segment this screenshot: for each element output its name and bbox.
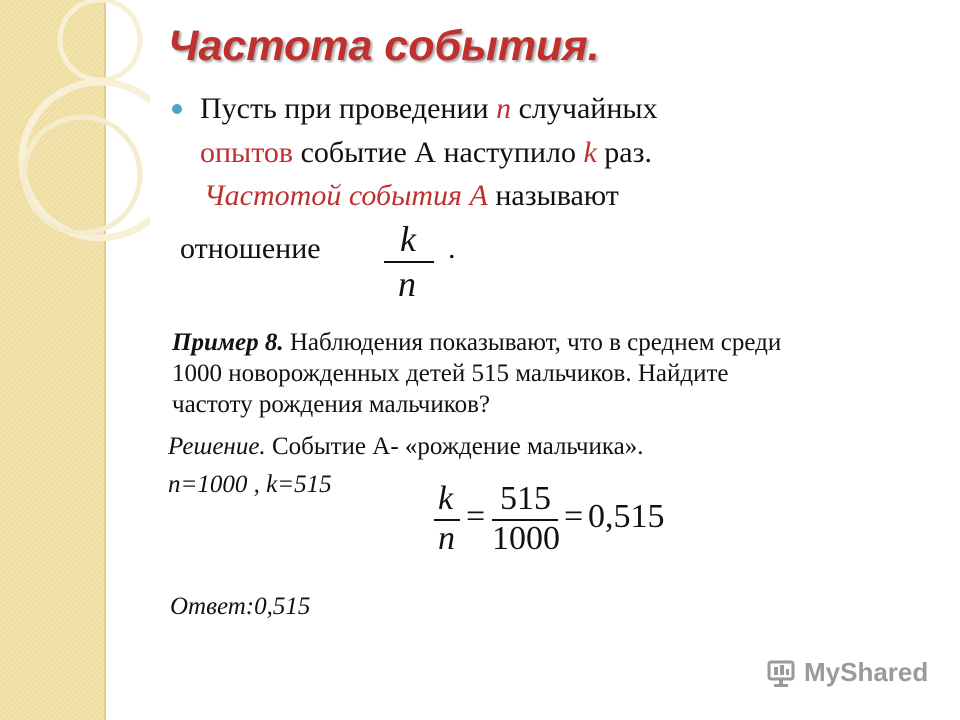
bullet-line-1: [200, 90, 658, 128]
text: Пусть при проведении: [200, 92, 497, 125]
bullet-line-3: [204, 177, 619, 215]
solution-label: Решение.: [168, 433, 266, 460]
decorative-circles: [0, 0, 150, 360]
formula-result: 0,515: [588, 498, 665, 535]
definition-term: Частотой события А: [204, 179, 488, 212]
example-line-3: частоту рождения мальчиков?: [172, 391, 491, 418]
given-values: n=1000 , k=515: [168, 471, 332, 498]
example-label: Пример 8.: [172, 329, 284, 356]
text: отношение: [180, 232, 321, 265]
variable-n: n: [496, 92, 512, 125]
bullet-icon: [172, 104, 182, 114]
formula-k: k: [438, 480, 454, 517]
text: Наблюдения показывают, что в среднем среди: [283, 329, 782, 356]
equals-sign: =: [466, 498, 486, 535]
fraction-k-over-n: [384, 218, 436, 302]
bullet-line-2: [200, 134, 652, 172]
example-line-1: [172, 328, 781, 357]
text: событие А наступило: [293, 136, 584, 169]
myshared-watermark: [766, 656, 929, 690]
variable-k: k: [583, 136, 597, 169]
bullet-line-4: [180, 230, 321, 268]
answer-line: Ответ:0,515: [170, 593, 311, 620]
text: называют: [487, 179, 619, 212]
equals-sign: =: [564, 498, 584, 535]
solution-line: [168, 432, 643, 461]
formula-n: n: [438, 520, 455, 557]
text: Событие А- «рождение мальчика».: [265, 433, 644, 460]
presentation-icon: [766, 658, 796, 688]
fraction-numerator: k: [400, 219, 416, 259]
calculation-formula: [432, 480, 672, 560]
formula-numerator: 515: [500, 480, 551, 517]
text: раз.: [596, 136, 652, 169]
period: .: [448, 232, 456, 265]
fraction-denominator: n: [398, 264, 416, 304]
example-line-2: 1000 новорожденных детей 515 мальчиков. Найдите: [172, 360, 729, 387]
slide-title: Частота события.: [168, 22, 600, 70]
text: случайных: [511, 92, 658, 125]
highlight-text: опытов: [200, 136, 294, 169]
formula-denominator: 1000: [492, 520, 560, 557]
watermark-text: MyShared: [804, 657, 929, 687]
